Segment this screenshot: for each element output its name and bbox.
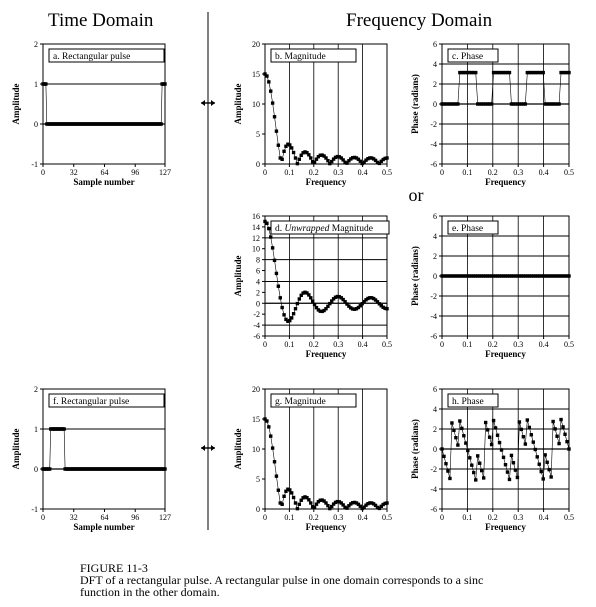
data-point-h xyxy=(454,436,457,439)
data-point-h xyxy=(536,455,539,458)
chart-title-part: Magnitude xyxy=(329,224,373,234)
data-point-g xyxy=(275,474,278,477)
data-point-h xyxy=(452,429,455,432)
data-point-b xyxy=(294,156,297,159)
data-point-d xyxy=(290,316,293,319)
data-point-h xyxy=(474,478,477,481)
x-axis-label-c: Frequency xyxy=(485,177,526,187)
data-point-h xyxy=(494,426,497,429)
y-tick-label-g: 5 xyxy=(256,475,260,484)
data-point-h xyxy=(557,442,560,445)
frequency-domain-heading: Frequency Domain xyxy=(346,10,493,31)
chart-title-c: c. Phase xyxy=(452,52,484,62)
data-point-h xyxy=(488,436,491,439)
data-point-c xyxy=(508,71,511,74)
data-point-h xyxy=(476,454,479,457)
y-tick-label-d: 14 xyxy=(252,222,260,232)
y-axis-label-d: Amplitude xyxy=(233,255,243,297)
x-tick-label-b: 0 xyxy=(263,168,267,177)
data-point-h xyxy=(456,443,459,446)
data-point-b xyxy=(326,159,329,162)
data-point-d xyxy=(271,246,274,249)
chart-title-d xyxy=(275,224,373,234)
y-axis-label-g: Amplitude xyxy=(233,428,243,470)
data-point-f xyxy=(62,427,65,430)
x-tick-label-b: 0.3 xyxy=(333,168,344,177)
data-point-h xyxy=(559,418,562,421)
data-point-g xyxy=(294,501,297,504)
data-point-h xyxy=(553,427,556,430)
data-point-h xyxy=(446,469,449,472)
data-point-h xyxy=(530,433,533,436)
or-label: or xyxy=(408,185,424,205)
chart-title-e: e. Phase xyxy=(452,224,484,234)
y-tick-label-f: 1 xyxy=(34,425,38,434)
data-point-b xyxy=(271,101,274,104)
data-point-g xyxy=(277,489,280,492)
data-point-h xyxy=(480,469,483,472)
data-point-h xyxy=(490,443,493,446)
y-tick-label-e: -2 xyxy=(430,292,437,301)
x-axis-label-b: Frequency xyxy=(305,177,347,187)
data-point-h xyxy=(524,442,527,445)
data-point-g xyxy=(267,425,270,428)
data-point-g xyxy=(290,491,293,494)
x-tick-label-f: 127 xyxy=(159,513,171,522)
data-point-b xyxy=(385,156,388,159)
data-point-g xyxy=(292,496,295,499)
y-tick-label-c: 0 xyxy=(433,100,437,109)
data-point-g xyxy=(313,506,316,509)
data-point-h xyxy=(538,463,541,466)
x-tick-label-h: 0.2 xyxy=(487,513,498,522)
data-point-h xyxy=(528,426,531,429)
chart-e xyxy=(410,212,574,359)
chart-title-h: h. Phase xyxy=(452,397,484,407)
x-tick-label-a: 0 xyxy=(41,168,45,177)
x-tick-label-e: 0 xyxy=(440,340,444,349)
chart-title-part: d. xyxy=(275,224,285,234)
y-tick-label-d: -2 xyxy=(253,310,260,320)
data-point-h xyxy=(484,421,487,424)
x-tick-label-d: 0.3 xyxy=(333,340,344,349)
x-tick-label-g: 0 xyxy=(263,513,267,522)
y-tick-label-d: -4 xyxy=(253,321,260,331)
y-tick-label-e: 6 xyxy=(433,212,437,221)
data-point-h xyxy=(512,461,515,464)
data-point-b xyxy=(265,74,268,77)
data-point-h xyxy=(506,470,509,473)
data-point-h xyxy=(551,420,554,423)
y-axis-label-b: Amplitude xyxy=(233,83,243,125)
data-point-b xyxy=(269,89,272,92)
data-point-b xyxy=(313,161,316,164)
y-tick-label-d: 16 xyxy=(252,212,260,221)
data-point-h xyxy=(478,462,481,465)
data-point-h xyxy=(472,471,475,474)
data-point-h xyxy=(444,462,447,465)
data-point-h xyxy=(540,470,543,473)
data-point-c xyxy=(524,102,527,105)
data-point-d xyxy=(273,259,276,262)
x-tick-label-g: 0.4 xyxy=(357,513,368,522)
data-point-d xyxy=(279,296,282,299)
y-tick-label-a: -1 xyxy=(31,160,38,169)
y-tick-label-g: 0 xyxy=(256,505,260,514)
y-tick-label-g: 15 xyxy=(252,415,260,424)
chart-title-b: b. Magnitude xyxy=(275,52,326,62)
y-axis-label-e: Phase (radians) xyxy=(410,246,420,306)
y-tick-label-d: 4 xyxy=(256,277,260,287)
data-point-d xyxy=(275,272,278,275)
x-tick-label-c: 0 xyxy=(440,168,444,177)
data-point-b xyxy=(309,156,312,159)
data-point-h xyxy=(482,476,485,479)
x-axis-label-h: Frequency xyxy=(485,522,526,532)
x-tick-label-g: 0.2 xyxy=(308,513,319,522)
y-tick-label-b: 15 xyxy=(252,70,260,79)
data-point-d xyxy=(385,307,388,310)
x-tick-label-b: 0.4 xyxy=(357,168,368,177)
data-point-h xyxy=(547,468,550,471)
x-tick-label-f: 96 xyxy=(131,513,140,522)
data-point-g xyxy=(326,504,329,507)
y-tick-label-h: 6 xyxy=(433,385,437,394)
data-point-h xyxy=(442,455,445,458)
x-tick-label-g: 0.1 xyxy=(284,513,295,522)
data-point-g xyxy=(271,446,274,449)
data-point-g xyxy=(385,501,388,504)
y-tick-label-c: -6 xyxy=(430,160,437,169)
data-point-b xyxy=(280,158,283,161)
data-point-h xyxy=(492,419,495,422)
data-point-h xyxy=(516,476,519,479)
y-tick-label-d: 0 xyxy=(256,299,260,309)
data-point-h xyxy=(510,454,513,457)
data-point-b xyxy=(288,143,291,146)
data-point-g xyxy=(296,507,299,510)
x-tick-label-d: 0.1 xyxy=(284,340,295,349)
series-line-a xyxy=(43,84,165,124)
data-point-c xyxy=(557,102,560,105)
data-point-a xyxy=(159,122,162,125)
x-axis-label-g: Frequency xyxy=(305,522,347,532)
data-point-h xyxy=(458,419,461,422)
data-point-h xyxy=(504,463,507,466)
data-point-h xyxy=(526,418,529,421)
data-point-g xyxy=(273,460,276,463)
x-tick-label-g: 0.3 xyxy=(333,513,344,522)
data-point-g xyxy=(282,495,285,498)
data-point-h xyxy=(466,449,469,452)
x-tick-label-e: 0.4 xyxy=(538,340,549,349)
data-point-h xyxy=(543,453,546,456)
x-tick-label-c: 0.5 xyxy=(564,168,574,177)
x-tick-label-f: 64 xyxy=(100,513,109,522)
x-tick-label-c: 0.3 xyxy=(513,168,524,177)
data-point-h xyxy=(514,468,517,471)
x-axis-label-f: Sample number xyxy=(73,522,135,532)
x-tick-label-c: 0.2 xyxy=(487,168,498,177)
y-tick-label-h: 4 xyxy=(433,405,437,414)
x-tick-label-b: 0.2 xyxy=(308,168,319,177)
data-point-h xyxy=(522,435,525,438)
data-point-e xyxy=(567,274,570,277)
x-tick-label-a: 96 xyxy=(131,168,140,177)
caption-figure-number: FIGURE 11-3 xyxy=(80,561,148,575)
data-point-g xyxy=(298,503,301,506)
data-point-h xyxy=(534,448,537,451)
y-axis-label-c: Phase (radians) xyxy=(410,74,420,134)
x-tick-label-d: 0.2 xyxy=(308,340,319,349)
x-tick-label-h: 0.5 xyxy=(564,513,574,522)
x-tick-label-d: 0.4 xyxy=(357,340,368,349)
data-point-h xyxy=(561,425,564,428)
x-tick-label-h: 0.4 xyxy=(538,513,549,522)
y-tick-label-f: 0 xyxy=(34,465,38,474)
data-point-h xyxy=(545,461,548,464)
caption-line-2: function in the other domain. xyxy=(80,585,220,599)
data-point-h xyxy=(460,427,463,430)
y-tick-label-c: -2 xyxy=(430,120,437,129)
data-point-b xyxy=(282,150,285,153)
y-tick-label-e: -6 xyxy=(430,332,437,341)
data-point-d xyxy=(267,227,270,230)
data-point-b xyxy=(290,146,293,149)
time-domain-heading: Time Domain xyxy=(48,10,154,31)
x-tick-label-h: 0 xyxy=(440,513,444,522)
series-line-f xyxy=(43,429,165,469)
x-tick-label-d: 0.5 xyxy=(382,340,392,349)
y-tick-label-f: 2 xyxy=(34,385,38,394)
y-axis-label-f: Amplitude xyxy=(11,428,21,470)
y-tick-label-c: -4 xyxy=(430,140,437,149)
data-point-g xyxy=(288,488,291,491)
data-point-g xyxy=(269,434,272,437)
data-point-d xyxy=(277,285,280,288)
x-tick-label-b: 0.5 xyxy=(382,168,392,177)
data-point-d xyxy=(313,303,316,306)
data-point-h xyxy=(502,456,505,459)
data-point-h xyxy=(498,441,501,444)
y-tick-label-h: -2 xyxy=(430,465,437,474)
x-tick-label-c: 0.4 xyxy=(538,168,549,177)
y-tick-label-d: 10 xyxy=(252,244,260,254)
data-point-h xyxy=(470,463,473,466)
data-point-a xyxy=(44,82,47,85)
x-tick-label-h: 0.1 xyxy=(462,513,473,522)
y-tick-label-c: 6 xyxy=(433,40,437,49)
y-tick-label-g: 20 xyxy=(252,385,260,394)
x-tick-label-h: 0.3 xyxy=(513,513,524,522)
data-point-a xyxy=(163,82,166,85)
chart-b xyxy=(233,40,392,187)
y-tick-label-b: 5 xyxy=(256,130,260,139)
data-point-f xyxy=(163,467,166,470)
y-tick-label-a: 0 xyxy=(34,120,38,129)
y-tick-label-e: 2 xyxy=(433,252,437,261)
x-tick-label-e: 0.5 xyxy=(564,340,574,349)
y-tick-label-d: 2 xyxy=(256,288,260,298)
x-tick-label-f: 32 xyxy=(69,513,78,522)
chart-a xyxy=(11,40,171,187)
data-point-d xyxy=(309,296,312,299)
y-tick-label-d: 8 xyxy=(256,255,260,265)
data-point-b xyxy=(296,162,299,165)
y-tick-label-b: 0 xyxy=(256,160,260,169)
data-point-c xyxy=(490,102,493,105)
chart-title-f: f. Rectangular pulse xyxy=(53,397,130,407)
chart-g xyxy=(233,385,392,532)
y-tick-label-h: 0 xyxy=(433,445,437,454)
y-tick-label-a: 2 xyxy=(34,40,38,49)
caption-line-1: DFT of a rectangular pulse. A rectangular pulse in one domain corresponds to a sinc xyxy=(80,573,484,587)
data-point-f xyxy=(48,467,51,470)
y-tick-label-e: -4 xyxy=(430,312,437,321)
y-tick-label-d: 12 xyxy=(252,233,260,243)
data-point-h xyxy=(520,428,523,431)
data-point-d xyxy=(311,299,314,302)
x-tick-label-e: 0.1 xyxy=(462,340,473,349)
y-tick-label-f: -1 xyxy=(31,505,38,514)
x-tick-label-f: 0 xyxy=(41,513,45,522)
x-axis-label-d: Frequency xyxy=(305,349,347,359)
data-point-h xyxy=(448,477,451,480)
y-tick-label-b: 10 xyxy=(252,100,260,109)
x-tick-label-a: 64 xyxy=(100,168,109,177)
chart-title-g: g. Magnitude xyxy=(275,397,326,407)
data-point-d xyxy=(265,222,268,225)
data-point-g xyxy=(309,501,312,504)
data-point-d xyxy=(280,306,283,309)
y-tick-label-h: 2 xyxy=(433,425,437,434)
y-tick-label-c: 2 xyxy=(433,80,437,89)
data-point-b xyxy=(277,144,280,147)
y-tick-label-g: 10 xyxy=(252,445,260,454)
data-point-h xyxy=(563,433,566,436)
data-point-c xyxy=(474,71,477,74)
series-line-c xyxy=(442,73,569,104)
data-point-h xyxy=(468,456,471,459)
data-point-b xyxy=(307,153,310,156)
data-point-c xyxy=(567,71,570,74)
chart-c xyxy=(410,40,574,187)
data-point-d xyxy=(294,307,297,310)
y-tick-label-e: 0 xyxy=(433,272,437,281)
x-tick-label-b: 0.1 xyxy=(284,168,295,177)
data-point-h xyxy=(542,477,545,480)
data-point-h xyxy=(462,434,465,437)
data-point-h xyxy=(532,440,535,443)
chart-title-a: a. Rectangular pulse xyxy=(53,52,131,62)
y-axis-label-h: Phase (radians) xyxy=(410,419,420,479)
x-axis-label-e: Frequency xyxy=(485,349,526,359)
y-axis-label-a: Amplitude xyxy=(11,83,21,125)
data-point-d xyxy=(298,297,301,300)
x-tick-label-e: 0.3 xyxy=(513,340,524,349)
data-point-h xyxy=(567,447,570,450)
data-point-b xyxy=(267,80,270,83)
data-point-h xyxy=(518,420,521,423)
y-tick-label-c: 4 xyxy=(433,60,437,69)
data-point-d xyxy=(282,313,285,316)
x-axis-label-a: Sample number xyxy=(73,177,135,187)
data-point-h xyxy=(486,428,489,431)
y-tick-label-h: -4 xyxy=(430,485,437,494)
data-point-h xyxy=(450,421,453,424)
data-point-b xyxy=(298,158,301,161)
chart-d xyxy=(233,212,392,359)
y-tick-label-b: 20 xyxy=(252,40,260,49)
data-point-g xyxy=(265,419,268,422)
data-point-d xyxy=(269,235,272,238)
chart-title-italic: Unwrapped xyxy=(284,224,330,234)
data-point-h xyxy=(549,475,552,478)
data-point-h xyxy=(440,447,443,450)
x-tick-label-g: 0.5 xyxy=(382,513,392,522)
data-point-h xyxy=(500,448,503,451)
data-point-b xyxy=(275,129,278,132)
y-tick-label-e: 4 xyxy=(433,232,437,241)
y-tick-label-h: -6 xyxy=(430,505,437,514)
data-point-d xyxy=(292,312,295,315)
data-point-h xyxy=(496,434,499,437)
data-point-h xyxy=(555,435,558,438)
chart-f xyxy=(11,385,171,532)
x-tick-label-a: 32 xyxy=(69,168,78,177)
data-point-h xyxy=(464,441,467,444)
x-tick-label-e: 0.2 xyxy=(487,340,498,349)
data-point-c xyxy=(456,102,459,105)
chart-h xyxy=(410,385,574,532)
x-tick-label-d: 0 xyxy=(263,340,267,349)
data-point-b xyxy=(292,151,295,154)
data-point-c xyxy=(542,71,545,74)
y-tick-label-a: 1 xyxy=(34,80,38,89)
figure-caption xyxy=(80,562,483,598)
data-point-b xyxy=(273,115,276,118)
x-tick-label-c: 0.1 xyxy=(462,168,473,177)
y-tick-label-d: 6 xyxy=(256,266,260,276)
data-point-h xyxy=(508,478,511,481)
data-point-g xyxy=(307,498,310,501)
x-tick-label-a: 127 xyxy=(159,168,171,177)
data-point-h xyxy=(565,440,568,443)
data-point-d xyxy=(296,302,299,305)
data-point-g xyxy=(280,503,283,506)
y-tick-label-d: -6 xyxy=(253,332,260,341)
